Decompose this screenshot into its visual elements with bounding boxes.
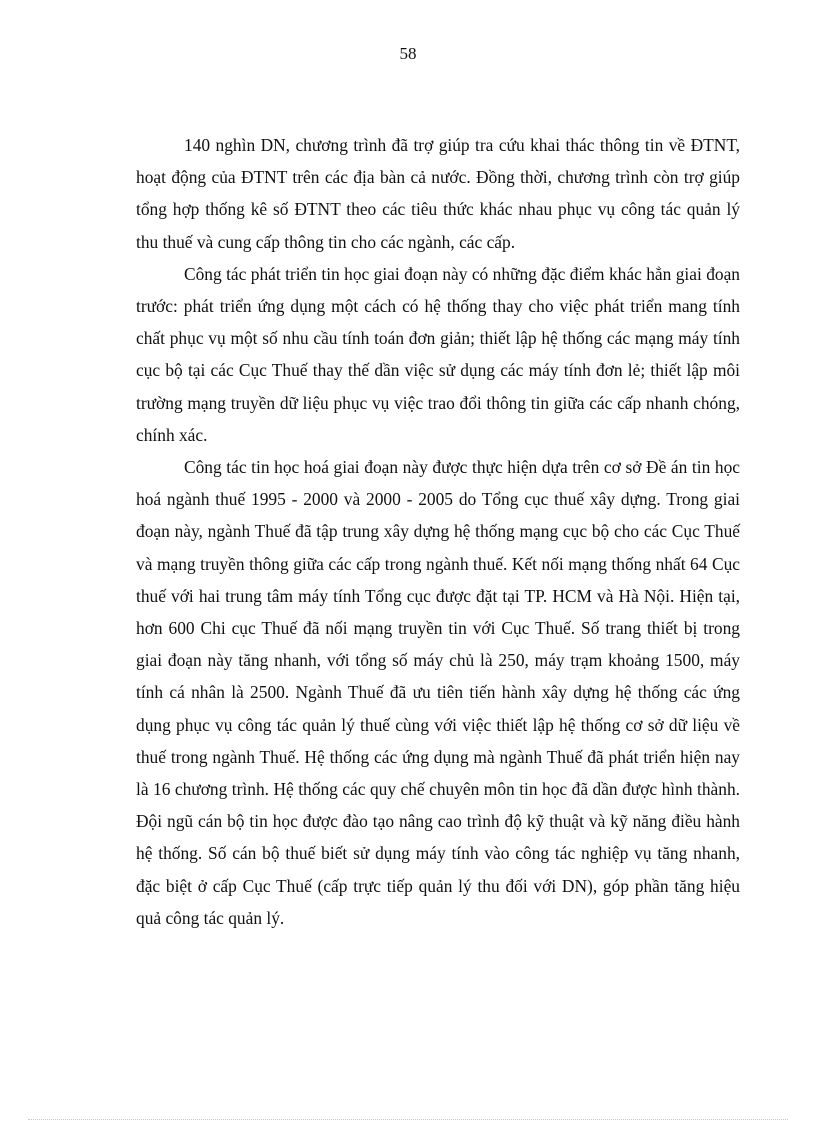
bottom-divider <box>28 1119 788 1120</box>
body-text <box>136 129 740 934</box>
paragraph-3: Công tác tin học hoá giai đoạn này được thực hiện dựa trên cơ sở Đề án tin học hoá ngành thuế 1995 - 2000 và 2000 - 2005 do Tổng cục thuế xây dựng. Trong giai đoạn này, ngành Thuế đã tập trung xây dựng hệ thống mạng cục bộ cho các Cục Thuế và mạng truyền thông giữa các cấp trong ngành thuế. Kết nối mạng thống nhất 64 Cục thuế với hai trung tâm máy tính Tổng cục được đặt tại TP. HCM và Hà Nội. Hiện tại, hơn 600 Chi cục Thuế đã nối mạng truyền tin với Cục Thuế. Số trang thiết bị trong giai đoạn này tăng nhanh, với tổng số máy chủ là 250, máy trạm khoảng 1500, máy tính cá nhân là 2500. Ngành Thuế đã ưu tiên tiến hành xây dựng hệ thống các ứng dụng phục vụ công tác quản lý thuế cùng với việc thiết lập hệ thống cơ sở dữ liệu về thuế trong ngành Thuế. Hệ thống các ứng dụng mà ngành Thuế đã phát triển hiện nay là 16 chương trình. Hệ thống các quy chế chuyên môn tin học đã dần được hình thành. Đội ngũ cán bộ tin học được đào tạo nâng cao trình độ kỹ thuật và kỹ năng điều hành hệ thống. Số cán bộ thuế biết sử dụng máy tính vào công tác nghiệp vụ tăng nhanh, đặc biệt ở cấp Cục Thuế (cấp trực tiếp quản lý thu đối với DN), góp phần tăng hiệu quả công tác quản lý. <box>136 457 740 928</box>
page-number: 58 <box>399 44 417 63</box>
paragraph-2: Công tác phát triển tin học giai đoạn này có những đặc điểm khác hẳn giai đoạn trước: phát triển ứng dụng một cách có hệ thống thay cho việc phát triển mang tính chất phục vụ một số nhu cầu tính toán đơn giản; thiết lập hệ thống các mạng máy tính cục bộ tại các Cục Thuế thay thế dần việc sử dụng các máy tính đơn lẻ; thiết lập môi trường mạng truyền dữ liệu phục vụ việc trao đổi thông tin giữa các cấp nhanh chóng, chính xác. <box>136 263 740 445</box>
paragraph-1: 140 nghìn DN, chương trình đã trợ giúp tra cứu khai thác thông tin về ĐTNT, hoạt động của ĐTNT trên các địa bàn cả nước. Đồng thời, chương trình còn trợ giúp tổng hợp thống kê số ĐTNT theo các tiêu thức khác nhau phục vụ công tác quản lý thu thuế và cung cấp thông tin cho các ngành, các cấp. <box>136 135 740 252</box>
